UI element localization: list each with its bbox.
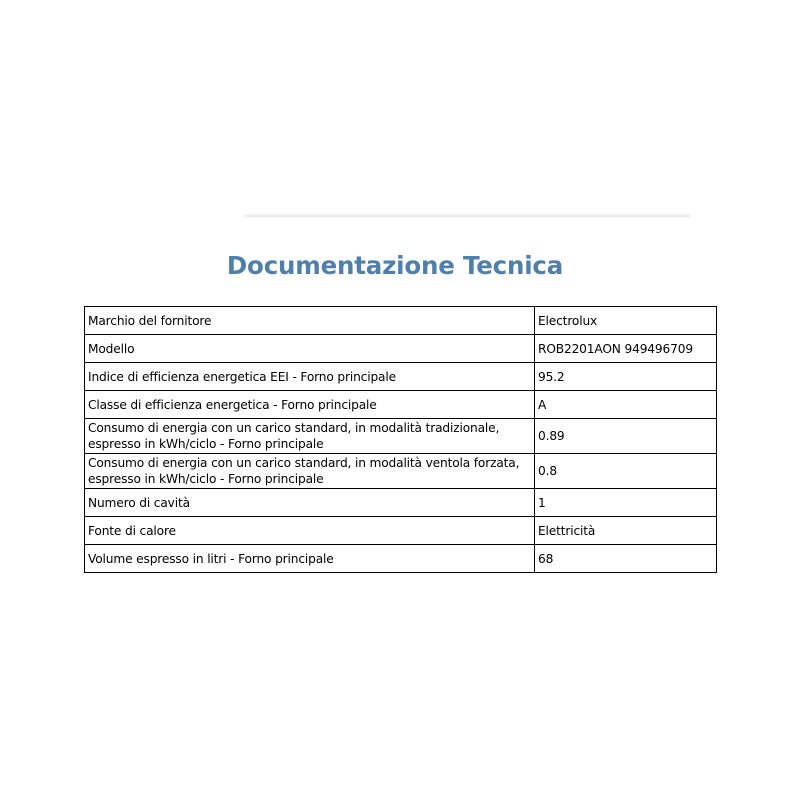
table-row-brand xyxy=(85,307,717,335)
table-row-cavities xyxy=(85,489,717,517)
table-row-energy-class xyxy=(85,391,717,419)
spec-label: Classe di efficienza energetica - Forno principale xyxy=(85,391,535,419)
table-row-heat-source xyxy=(85,517,717,545)
spec-value: 95.2 xyxy=(535,363,717,391)
spec-value: A xyxy=(535,391,717,419)
table-row-eei xyxy=(85,363,717,391)
spec-label: Fonte di calore xyxy=(85,517,535,545)
spec-label: Marchio del fornitore xyxy=(85,307,535,335)
table-row-consumption-conventional xyxy=(85,419,717,454)
table-row-consumption-fan-forced xyxy=(85,454,717,489)
spec-label: Modello xyxy=(85,335,535,363)
spec-value: 1 xyxy=(535,489,717,517)
spec-label: Consumo di energia con un carico standard, in modalità tradizionale, espresso in kWh/ciclo - Forno principale xyxy=(85,419,535,454)
spec-value: 0.8 xyxy=(535,454,717,489)
spec-value: 0.89 xyxy=(535,419,717,454)
spec-value: Electrolux xyxy=(535,307,717,335)
spec-label: Consumo di energia con un carico standard, in modalità ventola forzata, espresso in kWh/ciclo - Forno principale xyxy=(85,454,535,489)
spec-value: Elettricità xyxy=(535,517,717,545)
spec-label: Volume espresso in litri - Forno principale xyxy=(85,545,535,573)
spec-label: Indice di efficienza energetica EEI - Forno principale xyxy=(85,363,535,391)
table-row-model xyxy=(85,335,717,363)
table-row-volume xyxy=(85,545,717,573)
top-divider xyxy=(244,214,690,218)
spec-value: 68 xyxy=(535,545,717,573)
page-title: Documentazione Tecnica xyxy=(226,251,564,280)
spec-value: ROB2201AON 949496709 xyxy=(535,335,717,363)
technical-spec-table xyxy=(84,306,717,573)
spec-label: Numero di cavità xyxy=(85,489,535,517)
